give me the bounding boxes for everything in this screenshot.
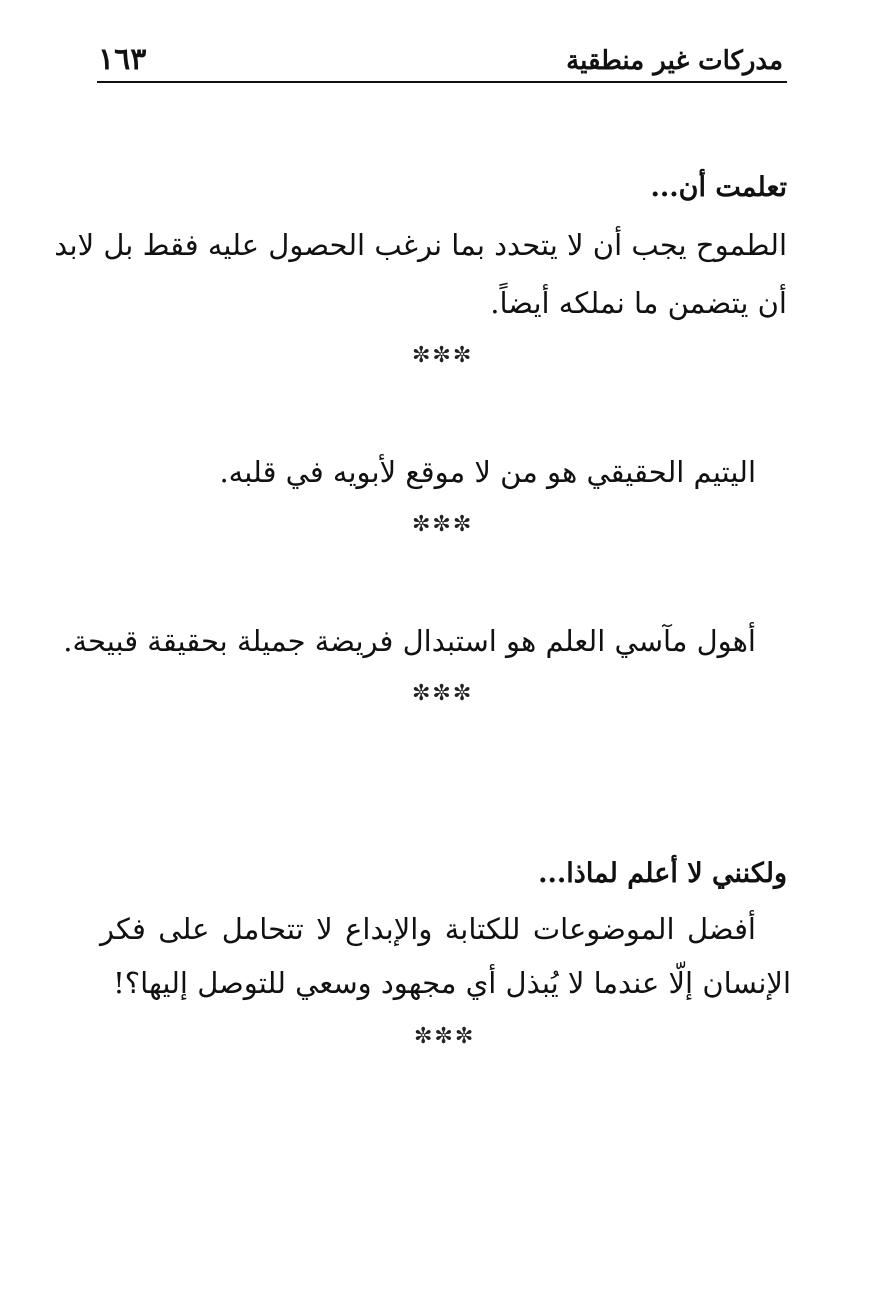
paragraph-line: الإنسان إلّا عندما لا يُبذل أي مجهود وسعي للتوصل إليها؟!	[113, 966, 791, 1000]
paragraph-line: الطموح يجب أن لا يتحدد بما نرغب الحصول عليه فقط بل لابد	[54, 228, 787, 262]
header-rule	[97, 81, 787, 83]
running-title: مدركات غير منطقية	[566, 46, 783, 76]
section-separator: ✼✼✼	[412, 343, 474, 368]
section-heading: تعلمت أن...	[650, 172, 787, 203]
section-heading: ولكنني لا أعلم لماذا...	[538, 858, 787, 889]
paragraph-line: أن يتضمن ما نملكه أيضاً.	[490, 286, 787, 320]
paragraph-line: اليتيم الحقيقي هو من لا موقع لأبويه في قلبه.	[219, 455, 756, 489]
paragraph-line: أهول مآسي العلم هو استبدال فريضة جميلة بحقيقة قبيحة.	[63, 624, 756, 658]
paragraph-line: أفضل الموضوعات للكتابة والإبداع لا تتحامل على فكر	[100, 912, 756, 946]
section-separator: ✼✼✼	[412, 512, 474, 537]
section-separator: ✼✼✼	[414, 1024, 476, 1049]
page-number: ١٦٣	[98, 42, 147, 77]
section-separator: ✼✼✼	[412, 681, 474, 706]
